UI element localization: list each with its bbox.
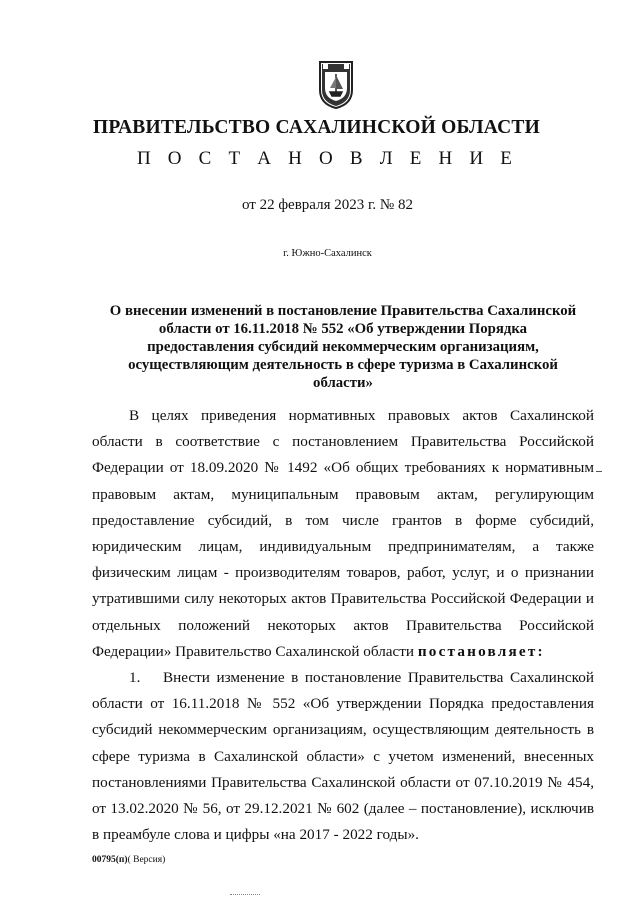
scan-mark bbox=[596, 471, 602, 472]
item-paragraph bbox=[92, 665, 594, 848]
preamble-text: В целях приведения нормативных правовых актов Сахалинской области в соответствие с постановлением Правительства Российской Федерации от 18.09.2020 № 1492 «Об общих требованиях к нормативным правовым актам, муниципальным правовым актам, регулирующим предоставление субсидий, в том числе грантов в форме субсидий, юридическим лицам, индивидуальным предпринимателям, а также физическим лицам - производителям товаров, работ, услуг, и о признании утратившими силу некоторых актов Правительства Российской Федерации и отдельных положений некоторых актов Правительства Российской Федерации» Правительство Сахалинской области bbox=[92, 407, 594, 660]
item-text: Внести изменение в постановление Правительства Сахалинской области от 16.11.2018 № 552 «Об утверждении Порядка предоставления субсидий некоммерческим организациям, осуществляющим деятельность в сфере туризма в Сахалинской области» с учетом изменений, внесенных постановлениями Правительства Сахалинской области от 07.10.2019 № 454, от 13.02.2020 № 56, от 29.12.2021 № 602 (далее – постановление), исключив в преамбуле слова и цифры «на 2017 - 2022 годы». bbox=[92, 669, 594, 844]
footer-code bbox=[92, 855, 165, 865]
document-subject: О внесении изменений в постановление Правительства Сахалинской области от 16.11.2018 № 552 «Об утверждении Порядка предоставления субсидий некоммерческим организациям, осуществляющим деятельность в сфере туризма в Сахалинской области» bbox=[109, 303, 577, 391]
coat-of-arms-icon bbox=[316, 60, 356, 110]
preamble-paragraph bbox=[92, 403, 594, 665]
decree-word: постановляет: bbox=[417, 642, 545, 660]
footer-version: ( Версия) bbox=[127, 855, 166, 865]
footer-doc-code: 00795(п) bbox=[92, 855, 128, 865]
city-name: г. Южно-Сахалинск bbox=[283, 248, 372, 259]
scan-artifact bbox=[230, 894, 260, 896]
document-type: П О С Т А Н О В Л Е Н И Е bbox=[136, 148, 519, 169]
item-number: 1. bbox=[129, 669, 141, 687]
document-body bbox=[92, 403, 594, 848]
date-number-line: от 22 февраля 2023 г. № 82 bbox=[241, 197, 413, 213]
government-name: ПРАВИТЕЛЬСТВО САХАЛИНСКОЙ ОБЛАСТИ bbox=[93, 117, 540, 138]
